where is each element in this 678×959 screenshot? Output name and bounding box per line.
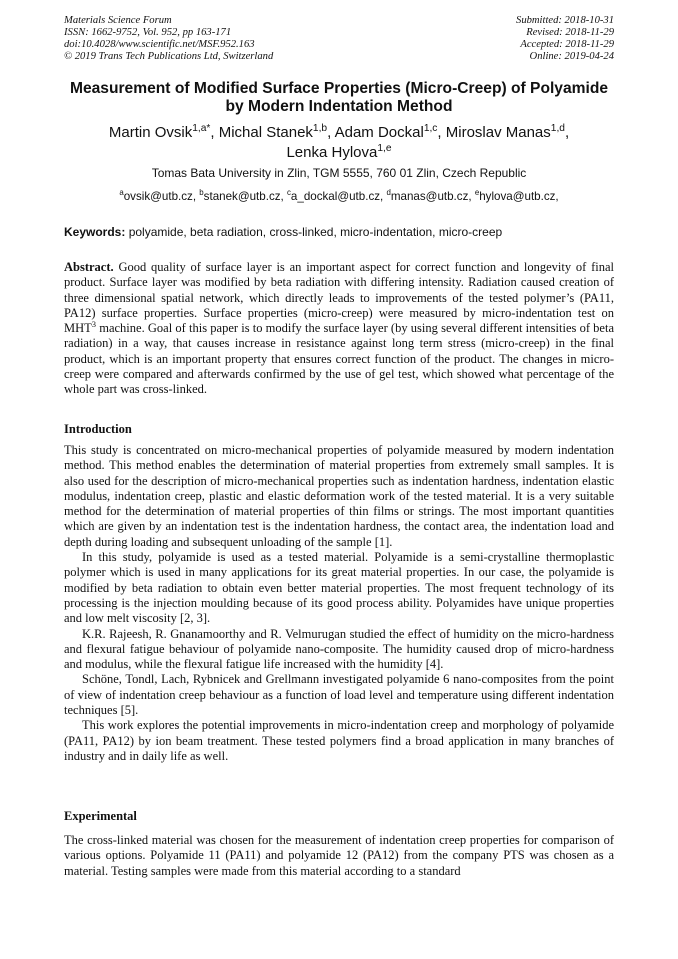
section-heading-experimental: Experimental xyxy=(64,809,137,823)
paragraph: This study is concentrated on micro-mechanical properties of polyamide measured by modern indentation method. This method enables the determination of material properties from extremely small samples. It is also used for the description of micro-mechanical properties such as indentation hardness, indentation elastic modulus, indentation creep, plastic and elastic deformation work of the tested material. It is a very suitable method for the determination of material properties of thin films or strings. The most important quantities which are given by an indentation test is the indentation hardness, the contact area, the indentation load and depth during loading and subsequent unloading of the sample [1]. xyxy=(64,443,614,549)
accepted-date: Accepted: 2018-11-29 xyxy=(520,39,614,50)
revised-date: Revised: 2018-11-29 xyxy=(526,27,614,38)
title-line: Measurement of Modified Surface Properties (Micro-Creep) of Polyamide xyxy=(69,80,609,97)
abstract: Abstract. Good quality of surface layer is an important aspect for correct function and longevity of final product. Surface layer was modified by beta radiation with differing intensity. Radiation caused creation of three dimensional spatial network, which directly leads to improvements of the tested polymer’s (PA11, PA12) surface properties. Surface properties (micro-creep) were measured by micro-indentation test on MHT$^3$ machine. Goal of this paper is to modify the surface layer (by using several different intensities of beta radiation) in a way, that causes increase in resistance against long term stress (micro-creep) in the final product, which is an important property that ensures correct function of the product. The changes in micro-creep were compared and afterwards confirmed by the use of gel test, which showed what percentage of the whole part was cross-linked. xyxy=(64,260,614,397)
journal-name: Materials Science Forum xyxy=(64,15,172,26)
author: Michal Stanek$^{1,b}$, xyxy=(218,123,335,141)
author: Miroslav Manas$^{1,d}$, xyxy=(445,123,570,141)
author: Lenka Hylova$^{1,e}$ xyxy=(286,143,392,161)
introduction-body xyxy=(64,443,614,764)
author: Adam Dockal$^{1,c}$, xyxy=(334,123,446,141)
experimental-body xyxy=(64,833,614,879)
dates-info xyxy=(516,15,614,63)
copyright: © 2019 Trans Tech Publications Ltd, Switzerland xyxy=(64,51,274,62)
author: Martin Ovsik$^{1,a*}$, xyxy=(108,123,219,141)
online-date: Online: 2019-04-24 xyxy=(529,51,614,62)
section-heading-introduction: Introduction xyxy=(64,422,132,436)
journal-info xyxy=(64,15,273,63)
title-line: by Modern Indentation Method xyxy=(225,98,453,115)
paragraph: K.R. Rajeesh, R. Gnanamoorthy and R. Velmurugan studied the effect of humidity on the micro-hardness and flexural fatigue behaviour of polyamide nano-composite. The humidity caused drop of micro-hardness and modulus, while the flexural fatigue life increased with the humidity [4]. xyxy=(64,626,614,672)
submitted-date: Submitted: 2018-10-31 xyxy=(516,15,614,26)
authors xyxy=(40,123,638,163)
paragraph: Schöne, Tondl, Lach, Rybnicek and Grellmann investigated polyamide 6 nano-composites from the point of view of indentation creep behaviour as a function of load level and temperature using different indentation techniques [5]. xyxy=(64,672,614,718)
paragraph: In this study, polyamide is used as a tested material. Polyamide is a semi-crystalline thermoplastic polymer which is used in many applications for its great material properties. In our case, the polyamide is modified by beta radiation to obtain even better material properties. The most frequent technology of its processing is the injection moulding because of its good process ability. Polyamides have unique properties and low melt viscosity [2, 3]. xyxy=(64,550,614,626)
doi: doi:10.4028/www.scientific.net/MSF.952.163 xyxy=(64,39,255,50)
paragraph: This work explores the potential improvements in micro-indentation creep and morphology of polyamide (PA11, PA12) by ion beam treatment. These tested polymers find a broad application in many branches of industry and in daily life as well. xyxy=(64,718,614,763)
keywords: Keywords: polyamide, beta radiation, cross-linked, micro-indentation, micro-creep xyxy=(64,225,503,239)
paper-title xyxy=(40,80,638,116)
emails: $^a$ovsik@utb.cz, $^b$stanek@utb.cz, $^c$a_dockal@utb.cz, $^d$manas@utb.cz, $^e$hylova@utb.cz, xyxy=(119,188,559,203)
issn: ISSN: 1662-9752, Vol. 952, pp 163-171 xyxy=(64,27,232,38)
paragraph: The cross-linked material was chosen for the measurement of indentation creep properties for comparison of various options. Polyamide 11 (PA11) and polyamide 12 (PA12) from the company PTS was chosen as a material. Testing samples were made from this material according to a standard xyxy=(64,833,614,878)
affiliation: Tomas Bata University in Zlin, TGM 5555, 760 01 Zlin, Czech Republic xyxy=(151,166,527,180)
